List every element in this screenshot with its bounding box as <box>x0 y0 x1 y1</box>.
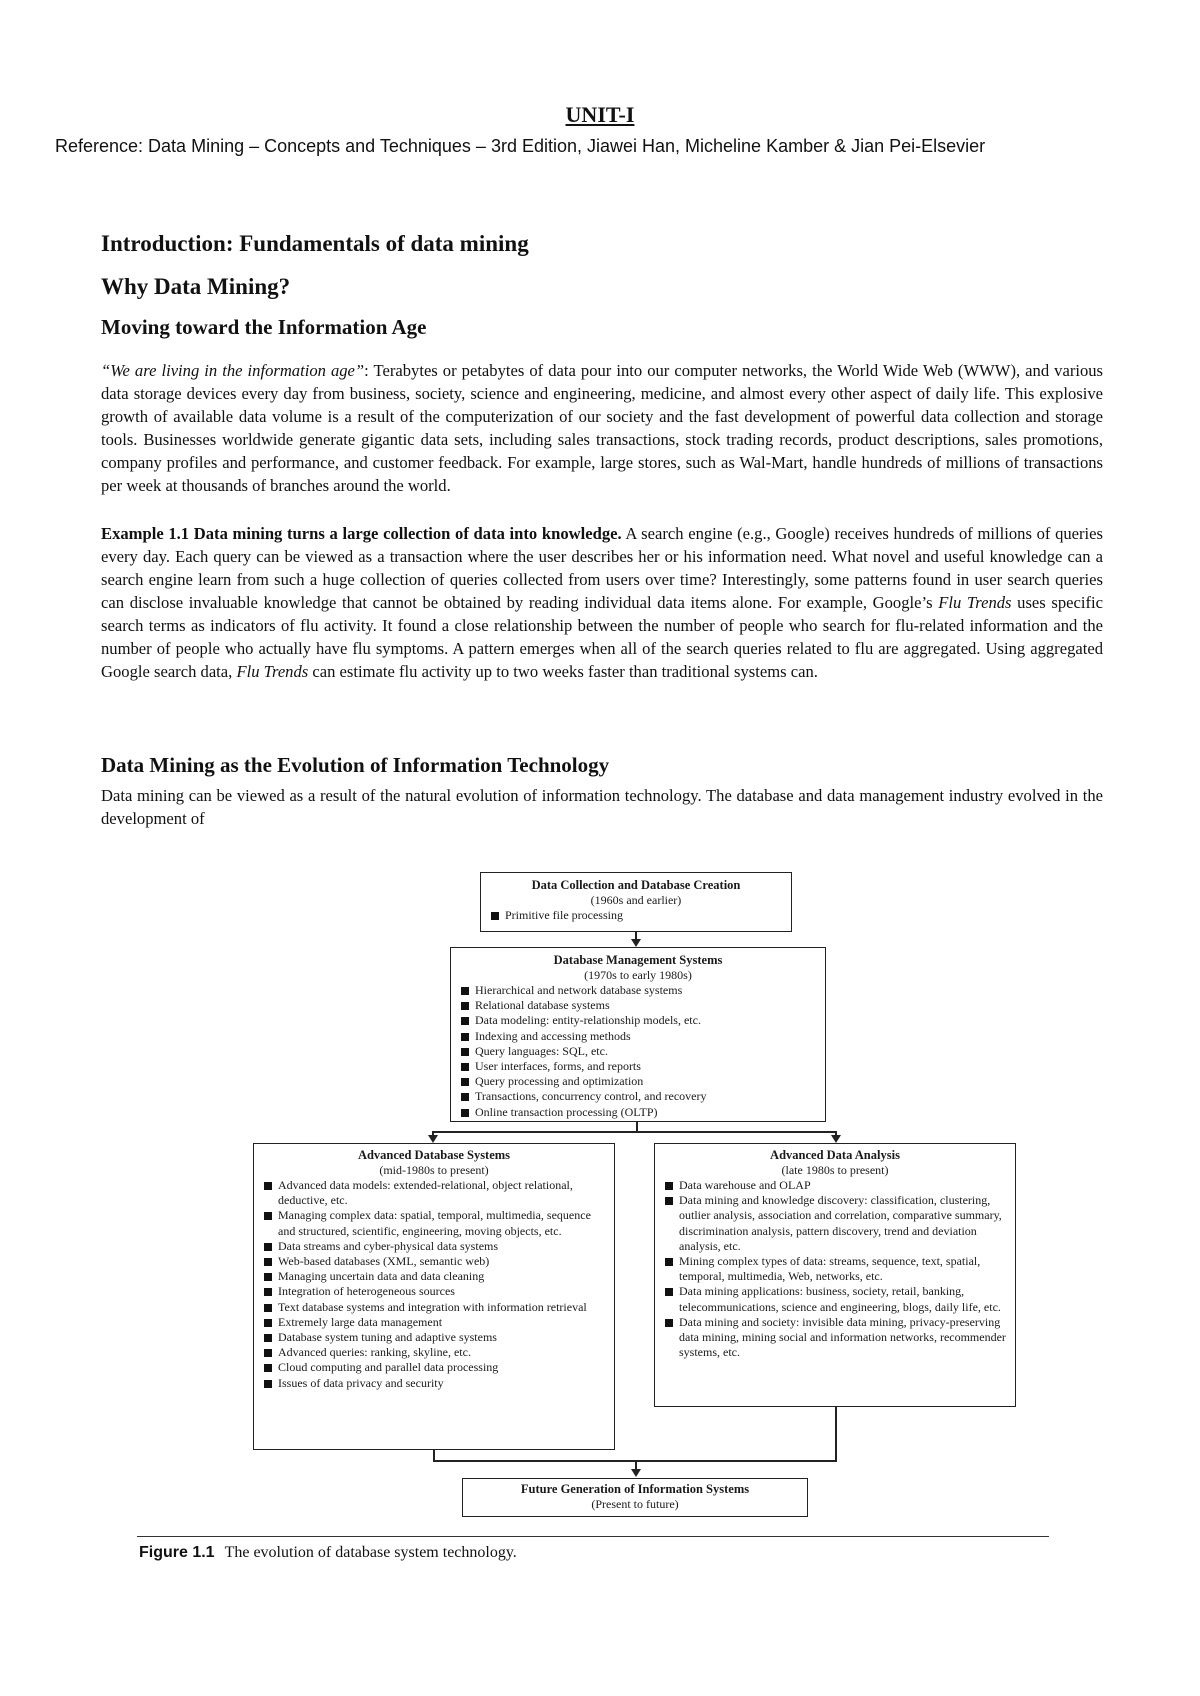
list-item: Extremely large data management <box>262 1315 606 1330</box>
list-item: Query processing and optimization <box>459 1074 817 1089</box>
box-title: Advanced Database Systems <box>357 1148 511 1162</box>
heading-information-age: Moving toward the Information Age <box>101 315 427 339</box>
box-list <box>262 1178 606 1391</box>
paragraph-evolution: Data mining can be viewed as a result of the natural evolution of information technology. The database and data management industry evolved in the development of <box>101 786 1103 828</box>
figure-divider <box>137 1536 1049 1537</box>
list-item: Mining complex types of data: streams, sequence, text, spatial, temporal, multimedia, Web, networks, etc. <box>663 1254 1007 1284</box>
list-item: Issues of data privacy and security <box>262 1376 606 1391</box>
list-item: Relational database systems <box>459 998 817 1013</box>
paragraph-text: can estimate flu activity up to two weeks faster than traditional systems can. <box>308 662 818 681</box>
box-period: (1970s to early 1980s) <box>584 968 692 982</box>
flu-trends-italic: Flu Trends <box>236 662 309 681</box>
box-future-generation <box>462 1478 808 1517</box>
list-item: Online transaction processing (OLTP) <box>459 1105 817 1120</box>
box-list <box>663 1178 1007 1360</box>
figure-caption <box>139 1544 517 1562</box>
list-item: Data modeling: entity-relationship models, etc. <box>459 1013 817 1028</box>
box-data-collection <box>480 872 792 932</box>
list-item: Primitive file processing <box>489 908 783 923</box>
box-advanced-data-analysis <box>654 1143 1016 1407</box>
heading-introduction: Introduction: Fundamentals of data mining <box>101 231 529 256</box>
box-dbms <box>450 947 826 1122</box>
box-title: Database Management Systems <box>553 953 723 967</box>
list-item: User interfaces, forms, and reports <box>459 1059 817 1074</box>
arrow-down-icon <box>428 1135 438 1143</box>
figure-caption-text: The evolution of database system technology. <box>224 1544 517 1561</box>
box-title: Data Collection and Database Creation <box>531 878 741 892</box>
box-list <box>489 908 783 923</box>
list-item: Hierarchical and network database systems <box>459 983 817 998</box>
list-item: Integration of heterogeneous sources <box>262 1284 606 1299</box>
example-title: Example 1.1 Data mining turns a large collection of data into knowledge. <box>101 524 622 543</box>
list-item: Data mining applications: business, society, retail, banking, telecommunications, science and engineering, blogs, daily life, etc. <box>663 1284 1007 1314</box>
connector-line <box>432 1131 836 1133</box>
box-list <box>459 983 817 1120</box>
box-period: (1960s and earlier) <box>590 893 682 907</box>
list-item: Query languages: SQL, etc. <box>459 1044 817 1059</box>
list-item: Transactions, concurrency control, and recovery <box>459 1089 817 1104</box>
connector-line <box>835 1407 837 1461</box>
connector-line <box>636 1122 638 1131</box>
box-advanced-database-systems <box>253 1143 615 1450</box>
list-item: Managing complex data: spatial, temporal, multimedia, sequence and structured, scientific, engineering, moving objects, etc. <box>262 1208 606 1238</box>
list-item: Database system tuning and adaptive systems <box>262 1330 606 1345</box>
arrow-down-icon <box>631 939 641 947</box>
arrow-down-icon <box>631 1469 641 1477</box>
box-title: Future Generation of Information Systems <box>520 1482 750 1496</box>
flu-trends-italic: Flu Trends <box>938 593 1012 612</box>
list-item: Text database systems and integration with information retrieval <box>262 1300 606 1315</box>
list-item: Indexing and accessing methods <box>459 1029 817 1044</box>
arrow-down-icon <box>831 1135 841 1143</box>
box-period: (mid-1980s to present) <box>379 1163 489 1177</box>
heading-evolution: Data Mining as the Evolution of Information Technology <box>101 753 610 777</box>
unit-title: UNIT-I <box>565 102 635 127</box>
list-item: Web-based databases (XML, semantic web) <box>262 1254 606 1269</box>
reference-line: Reference: Data Mining – Concepts and Techniques – 3rd Edition, Jiawei Han, Micheline Kamber & Jian Pei-Elsevier <box>55 136 986 156</box>
paragraph-text: uses specific search terms as indicators of flu activity. It found a close relationship between the number of people who search for flu-related information and the number of people who actually have flu symptoms. A pattern emerges when all of the search queries related to flu are aggregated. Using aggregated Google search data, <box>101 593 1103 681</box>
paragraph-text: A search engine (e.g., Google) receives hundreds of millions of queries every day. Each query can be viewed as a transaction where the user describes her or his information need. What novel and useful knowledge can a search engine learn from such a huge collection of queries collected from users over time? Interestingly, some patterns found in user search queries can disclose invaluable knowledge that cannot be obtained by reading individual data items alone. For example, Google’s <box>101 524 1103 612</box>
figure-label: Figure 1.1 <box>139 1544 215 1561</box>
list-item: Data streams and cyber-physical data systems <box>262 1239 606 1254</box>
paragraph-text: : Terabytes or petabytes of data pour into our computer networks, the World Wide Web (WWW), and various data storage devices every day from business, society, science and engineering, medicine, and almost every other aspect of daily life. This explosive growth of available data volume is a result of the computerization of our society and the fast development of powerful data collection and storage tools. Businesses worldwide generate gigantic data sets, including sales transactions, stock trading records, product descriptions, sales promotions, company profiles and performance, and customer feedback. For example, large stores, such as Wal-Mart, handle hundreds of millions of transactions per week at thousands of branches around the world. <box>101 361 1104 495</box>
box-title: Advanced Data Analysis <box>770 1148 900 1162</box>
list-item: Data mining and knowledge discovery: classification, clustering, outlier analysis, association and correlation, comparative summary, discrimination analysis, pattern discovery, trend and deviation analysis, etc. <box>663 1193 1007 1254</box>
list-item: Data warehouse and OLAP <box>663 1178 1007 1193</box>
quote-italic: “We are living in the information age” <box>101 361 365 380</box>
list-item: Data mining and society: invisible data mining, privacy-preserving data mining, mining social and information networks, recommender systems, etc. <box>663 1315 1007 1361</box>
heading-why-data-mining: Why Data Mining? <box>101 274 291 299</box>
list-item: Cloud computing and parallel data processing <box>262 1360 606 1375</box>
box-period: (late 1980s to present) <box>781 1163 889 1177</box>
paragraph-information-age <box>101 359 1103 497</box>
list-item: Managing uncertain data and data cleaning <box>262 1269 606 1284</box>
box-period: (Present to future) <box>591 1497 679 1511</box>
paragraph-example-1-1 <box>101 522 1103 683</box>
list-item: Advanced queries: ranking, skyline, etc. <box>262 1345 606 1360</box>
list-item: Advanced data models: extended-relational, object relational, deductive, etc. <box>262 1178 606 1208</box>
